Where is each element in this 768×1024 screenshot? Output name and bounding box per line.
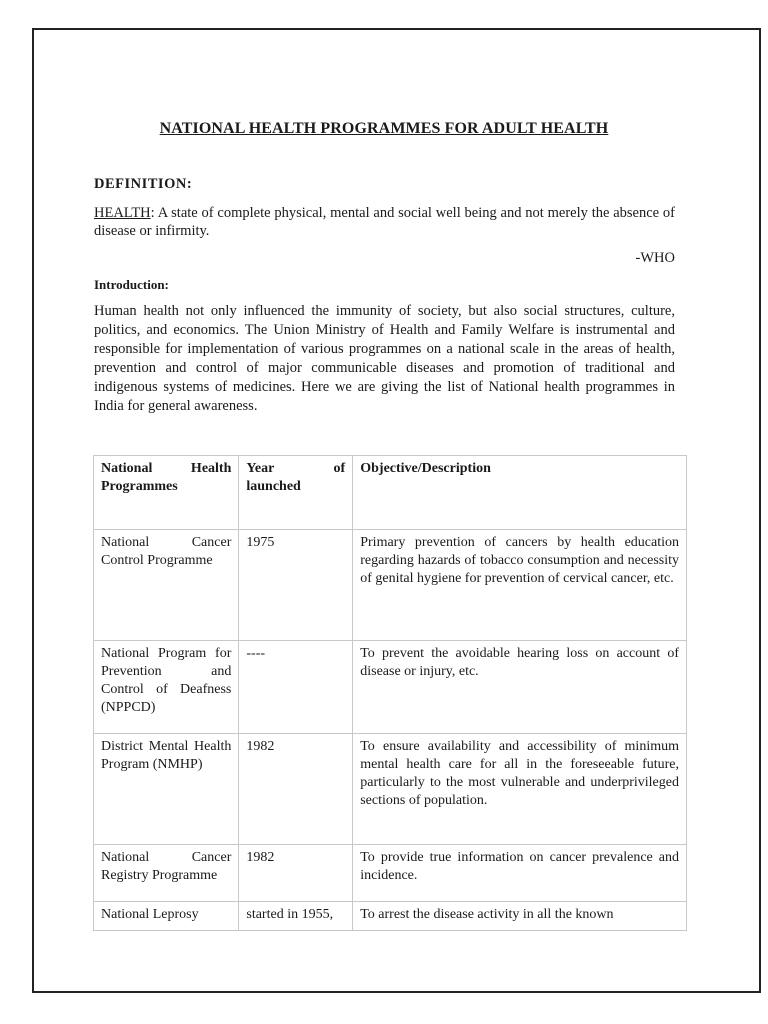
cell-year: ---- [239,641,353,734]
cell-programme: District Mental Health Program (NMHP) [94,734,239,845]
header-objective: Objective/Description [353,456,687,530]
table-row [94,734,687,845]
table-row [94,845,687,902]
cell-year: 1975 [239,530,353,641]
cell-programme: National Program for Prevention and Control of Deafness (NPPCD) [94,641,239,734]
cell-objective: To prevent the avoidable hearing loss on account of disease or injury, etc. [353,641,687,734]
table-header-row [94,456,687,530]
introduction-heading: Introduction: [94,277,169,292]
cell-year: 1982 [239,734,353,845]
table-row [94,530,687,641]
cell-objective: To ensure availability and accessibility of minimum mental health care for all in the foreseeable future, particularly to the most vulnerable and underprivileged sections of population. [353,734,687,845]
introduction-paragraph: Human health not only influenced the immunity of society, but also social structures, culture, politics, and economics. The Union Ministry of Health and Family Welfare is instrumental and responsible for implementation of various programmes on a national scale in the areas of health, prevention and control of major communicable diseases and promotion of traditional and indigenous systems of medicines. Here we are giving the list of National health programmes in India for general awareness. [94,303,675,414]
header-programmes: National Health Programmes [94,456,239,530]
table-row [94,641,687,734]
programmes-table [93,455,687,931]
cell-objective: To provide true information on cancer prevalence and incidence. [353,845,687,902]
header-year: Year of launched [239,456,353,530]
definition-heading: DEFINITION: [94,176,193,192]
cell-year: started in 1955, [239,902,353,931]
cell-programme: National Leprosy [94,902,239,931]
document-title: NATIONAL HEALTH PROGRAMMES FOR ADULT HEALTH [159,120,609,137]
who-attribution: -WHO [635,250,675,266]
health-definition-text: : A state of complete physical, mental and social well being and not merely the absence of disease or infirmity. [94,205,675,239]
table-row [94,902,687,931]
health-term: HEALTH [94,205,151,221]
cell-programme: National Cancer Control Programme [94,530,239,641]
cell-objective: To arrest the disease activity in all the known [353,902,687,931]
cell-year: 1982 [239,845,353,902]
cell-objective: Primary prevention of cancers by health education regarding hazards of tobacco consumption and necessity of genital hygiene for prevention of cervical cancer, etc. [353,530,687,641]
cell-programme: National Cancer Registry Programme [94,845,239,902]
health-definition-paragraph [94,204,675,240]
